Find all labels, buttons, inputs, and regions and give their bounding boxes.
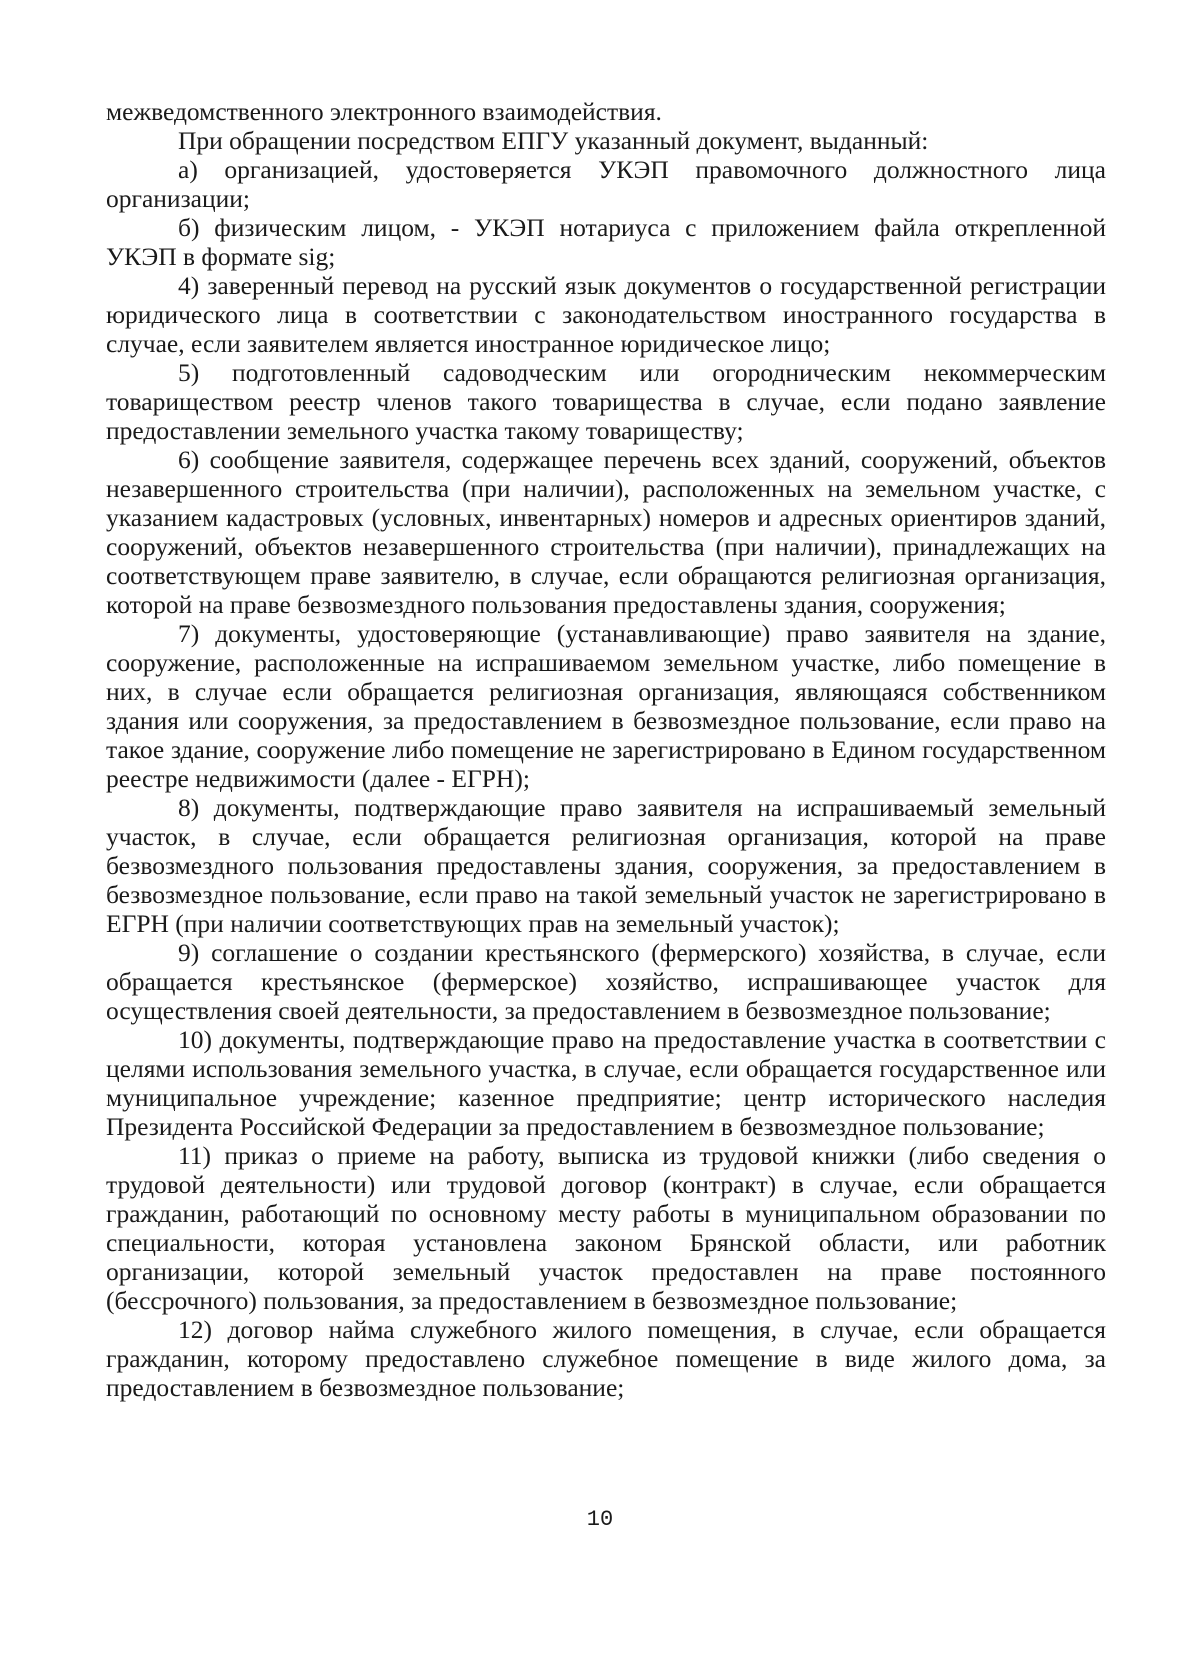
document-body	[106, 97, 1106, 1402]
paragraph-item-10: 10) документы, подтверждающие право на предоставление участка в соответствии с целями использования земельного участка, в случае, если обращается государственное или муниципальное учреждение; казенное предприятие; центр исторического наследия Президента Российской Федерации за предоставлением в безвозмездное пользование;	[106, 1025, 1106, 1141]
paragraph-continuation: межведомственного электронного взаимодействия.	[106, 97, 662, 126]
paragraph-item-a: а) организацией, удостоверяется УКЭП правомочного должностного лица организации;	[106, 155, 1106, 213]
paragraph-item-7: 7) документы, удостоверяющие (устанавливающие) право заявителя на здание, сооружение, расположенные на испрашиваемом земельном участке, либо помещение в них, в случае если обращается религиозная организация, являющаяся собственником здания или сооружения, за предоставлением в безвозмездное пользование, если право на такое здание, сооружение либо помещение не зарегистрировано в Едином государственном реестре недвижимости (далее - ЕГРН);	[106, 619, 1106, 793]
paragraph-item-12: 12) договор найма служебного жилого помещения, в случае, если обращается гражданин, которому предоставлено служебное помещение в виде жилого дома, за предоставлением в безвозмездное пользование;	[106, 1315, 1106, 1402]
page-number: 10	[586, 1507, 614, 1532]
paragraph-item-11: 11) приказ о приеме на работу, выписка из трудовой книжки (либо сведения о трудовой деятельности) или трудовой договор (контракт) в случае, если обращается гражданин, работающий по основному месту работы в муниципальном образовании по специальности, которая установлена законом Брянской области, или работник организации, которой земельный участок предоставлен на праве постоянного (бессрочного) пользования, за предоставлением в безвозмездное пользование;	[106, 1141, 1106, 1315]
paragraph-item-b: б) физическим лицом, - УКЭП нотариуса с приложением файла открепленной УКЭП в формате sig;	[106, 213, 1106, 271]
paragraph-item-8: 8) документы, подтверждающие право заявителя на испрашиваемый земельный участок, в случае, если обращается религиозная организация, которой на праве безвозмездного пользования предоставлены здания, сооружения, за предоставлением в безвозмездное пользование, если право на такой земельный участок не зарегистрировано в ЕГРН (при наличии соответствующих прав на земельный участок);	[106, 793, 1106, 938]
paragraph-item-6: 6) сообщение заявителя, содержащее перечень всех зданий, сооружений, объектов незавершенного строительства (при наличии), расположенных на земельном участке, с указанием кадастровых (условных, инвентарных) номеров и адресных ориентиров зданий, сооружений, объектов незавершенного строительства (при наличии), принадлежащих на соответствующем праве заявителю, в случае, если обращаются религиозная организация, которой на праве безвозмездного пользования предоставлены здания, сооружения;	[106, 445, 1106, 619]
paragraph-item-5: 5) подготовленный садоводческим или огородническим некоммерческим товариществом реестр членов такого товарищества в случае, если подано заявление предоставлении земельного участка такому товариществу;	[106, 358, 1106, 445]
paragraph-item-9: 9) соглашение о создании крестьянского (фермерского) хозяйства, в случае, если обращается крестьянское (фермерское) хозяйство, испрашивающее участок для осуществления своей деятельности, за предоставлением в безвозмездное пользование;	[106, 938, 1106, 1025]
paragraph-item-4: 4) заверенный перевод на русский язык документов о государственной регистрации юридического лица в соответствии с законодательством иностранного государства в случае, если заявителем является иностранное юридическое лицо;	[106, 271, 1106, 358]
paragraph-epgu: При обращении посредством ЕПГУ указанный документ, выданный:	[178, 126, 929, 155]
